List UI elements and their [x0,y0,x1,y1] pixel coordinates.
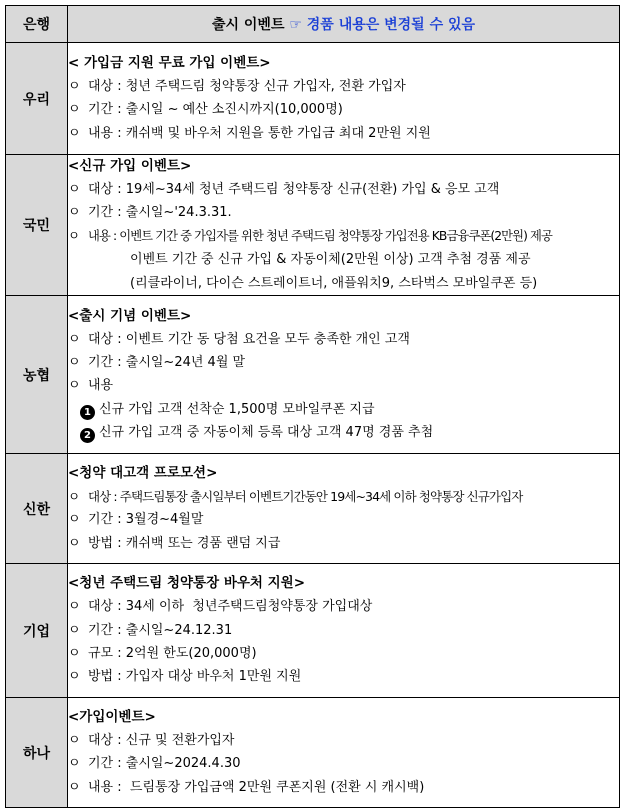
bullet-glyph: ㅇ [68,646,81,662]
event-line [68,532,619,555]
bullet-glyph: ㅇ [68,535,81,551]
event-line [68,201,619,224]
bullet-glyph: ㅇ [68,512,81,528]
line-text: 대상 : 34세 이하 청년주택드림청약통장 가입대상 [88,599,373,615]
event-title: <청약 대고객 프로모션> [68,464,218,481]
event-line [68,351,619,374]
bullet-glyph: ㅇ [68,182,81,197]
event-cell [68,296,620,454]
bullet-glyph: ㅇ [68,331,81,347]
event-line [68,485,619,508]
event-title: <출시 기념 이벤트> [68,307,192,324]
bullet-glyph: ㅇ [68,599,81,615]
event-line [68,752,619,775]
bullet-glyph: ㅇ [68,488,80,504]
line-text: 기간 : 3월경~4월말 [88,512,204,528]
bank-name: 우리 [6,43,68,155]
bank-row-nonghyup [6,296,620,454]
line-text: 규모 : 2억원 한도(20,000명) [88,646,257,662]
line-text: 기간 : 출시일~'24.3.31. [88,205,232,221]
event-cell [68,43,620,155]
bullet-glyph: ㅇ [68,102,81,118]
event-line [68,178,619,201]
bullet-glyph: ㅇ [68,205,81,221]
event-line-continued: 이벤트 기간 중 신규 가입 & 자동이체(2만원 이상) 고객 추첨 경품 제공 [130,252,531,268]
bank-row-hana [6,698,620,808]
event-line [68,328,619,351]
numbered-item [68,398,619,421]
header-event-label: 출시 이벤트 [211,17,285,33]
event-title: <신규 가입 이벤트> [68,158,192,174]
event-line-continued: (리클라이너, 다이슨 스트레이트너, 애플워치9, 스타벅스 모바일쿠폰 등) [130,275,538,291]
event-line [68,729,619,752]
event-title: <가입이벤트> [68,708,156,725]
bank-name: 국민 [6,155,68,296]
line-text: 기간 : 출시일~24.12.31 [88,622,233,638]
event-title: <청년 주택드림 청약통장 바우처 지원> [68,575,306,592]
bullet-glyph: ㅇ [68,732,81,748]
number-badge: 1 [80,405,95,420]
line-text: 기간 : 출시일~2024.4.30 [88,756,241,772]
bank-row-woori [6,43,620,155]
event-line [68,776,619,799]
header-event [68,6,620,43]
numbered-item-text: 신규 가입 고객 중 자동이체 등록 대상 고객 47명 경품 추첨 [99,425,434,441]
event-line [68,122,619,145]
line-text: 대상 : 신규 및 전환가입자 [88,732,235,748]
event-line [68,225,619,248]
line-text: 내용 : 드림통장 가입금액 2만원 쿠폰지원 (전환 시 캐시백) [88,779,425,795]
event-line [68,75,619,98]
event-cell [68,564,620,698]
line-text: 대상 : 주택드림통장 출시일부터 이벤트기간동안 19세~34세 이하 청약통장 신규가입자 [88,488,523,504]
bullet-glyph: ㅇ [68,125,81,141]
header-row [6,6,620,43]
event-cell [68,454,620,564]
event-line [68,619,619,642]
event-line [68,98,619,121]
bullet-glyph: ㅇ [68,78,81,94]
line-text: 기간 : 출시일 ~ 예산 소진시까지(10,000명) [88,102,343,118]
line-text: 대상 : 청년 주택드림 청약통장 신규 가입자, 전환 가입자 [88,78,406,94]
event-line [68,642,619,665]
bullet-glyph: ㅇ [68,669,81,685]
bank-event-table [5,5,620,808]
bank-name: 하나 [6,698,68,808]
bullet-glyph: ㅇ [68,622,81,638]
bank-row-kookmin [6,155,620,296]
line-text: 방법 : 가입자 대상 바우처 1만원 지원 [88,669,302,685]
event-line [68,595,619,618]
event-line [68,508,619,531]
bullet-glyph: ㅇ [68,354,81,370]
event-line [68,665,619,688]
bullet-glyph: ㅇ [68,756,81,772]
line-text: 내용 : 이벤트 기간 중 가입자를 위한 청년 주택드림 청약통장 가입전용 KB금융쿠폰(2만원) 제공 [88,228,553,243]
bank-name: 기업 [6,564,68,698]
header-bank: 은행 [6,6,68,43]
line-text: 대상 : 이벤트 기간 동 당첨 요건을 모두 충족한 개인 고객 [88,331,410,347]
bank-name: 신한 [6,454,68,564]
header-note: ☞ 경품 내용은 변경될 수 있음 [289,17,476,33]
line-text: 내용 : 캐쉬백 및 바우처 지원을 통한 가입금 최대 2만원 지원 [88,125,431,141]
line-text: 기간 : 출시일~24년 4월 말 [88,354,246,370]
bullet-glyph: ㅇ [68,378,81,394]
bank-row-shinhan [6,454,620,564]
bullet-glyph: ㅇ [68,228,79,243]
event-line [68,374,619,397]
line-text: 대상 : 19세~34세 청년 주택드림 청약통장 신규(전환) 가입 & 응모 고객 [88,182,500,197]
event-cell [68,698,620,808]
numbered-item-text: 신규 가입 고객 선착순 1,500명 모바일쿠폰 지급 [99,401,375,417]
bank-row-ibk [6,564,620,698]
number-badge: 2 [80,428,95,443]
event-cell [68,155,620,296]
numbered-item [68,421,619,444]
bank-name: 농협 [6,296,68,454]
line-text: 방법 : 캐쉬백 또는 경품 랜덤 지급 [88,535,281,551]
bullet-glyph: ㅇ [68,779,81,795]
event-title: < 가입금 지원 무료 가입 이벤트> [68,54,271,71]
line-text: 내용 [88,378,114,394]
